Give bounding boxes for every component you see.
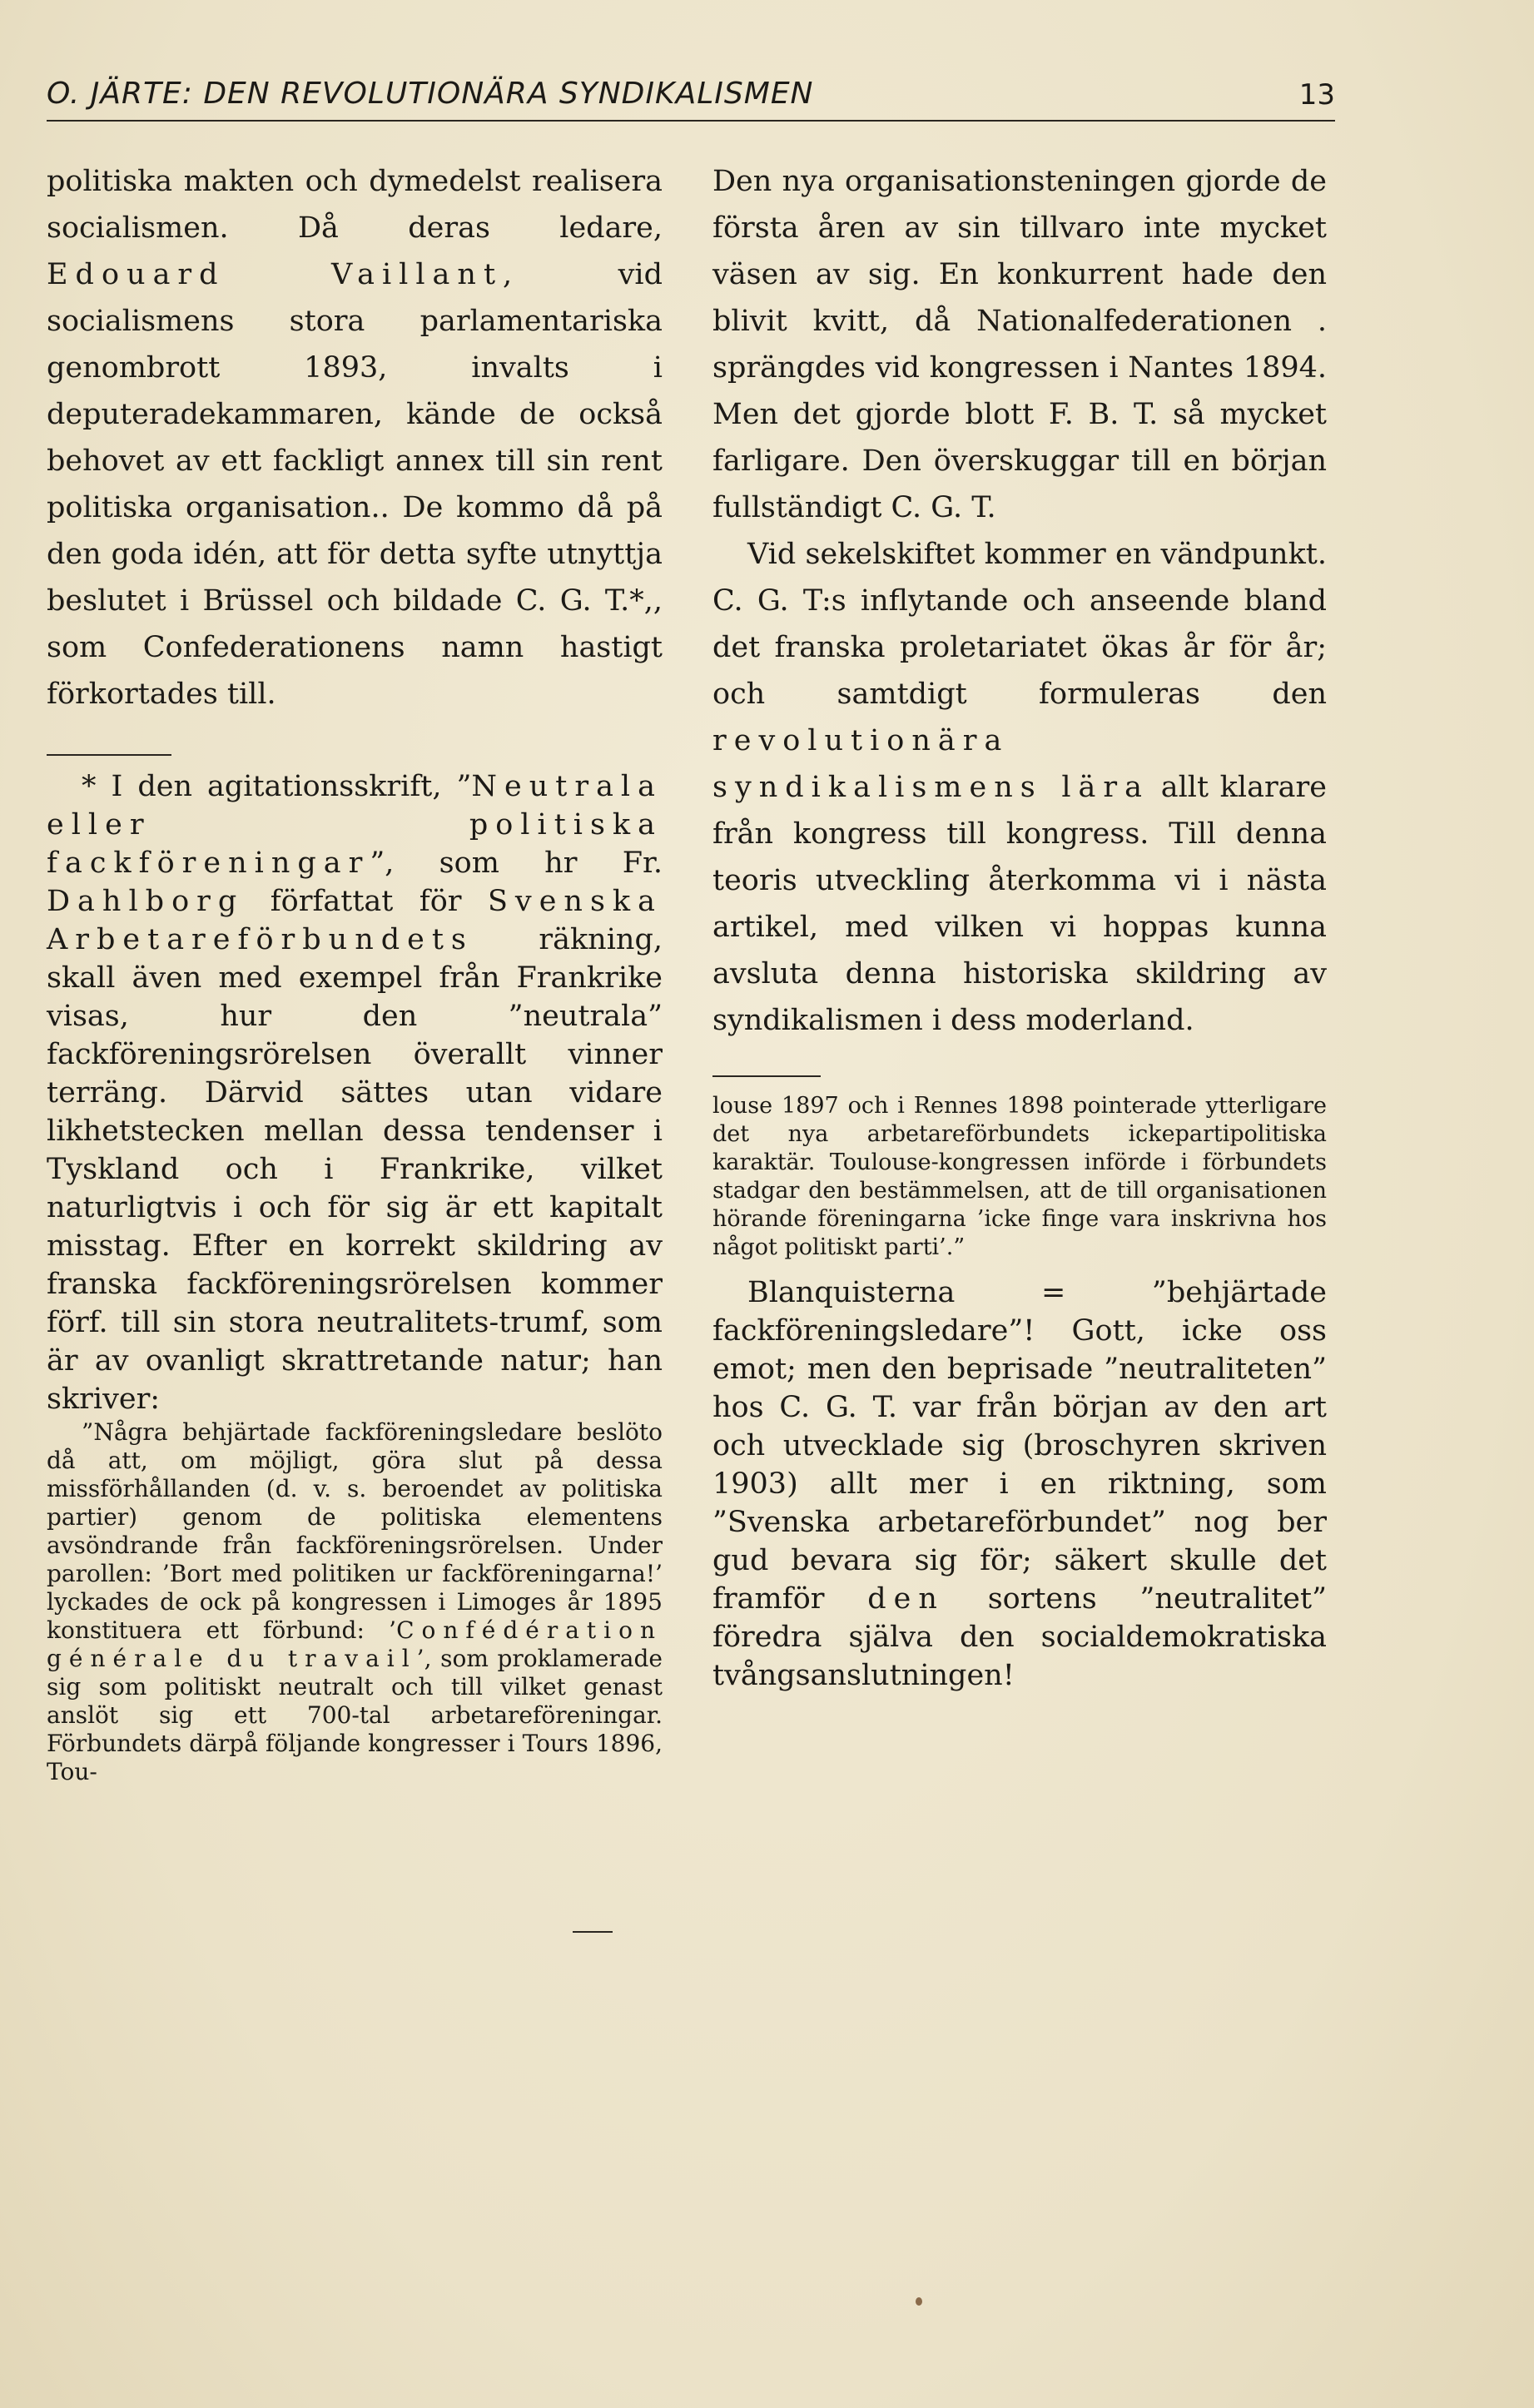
running-header xyxy=(47,77,1335,122)
footnote-text: * I den agitationsskrift, ” xyxy=(82,770,472,803)
footnote-text: Blanquisterna = ”behjärtade fackföreningsledare”! Gott, icke oss emot; men den beprisade ”neutraliteten” hos C. G. T. var från början av den art och utvecklade sig (broschyren skriven 1903) allt mer i en riktning, som ”Svenska arbetareförbundet” nog ber gud bevara sig för; säkert skulle det framför xyxy=(712,1276,1327,1616)
footnote-continuation xyxy=(712,1092,1327,1262)
right-column xyxy=(712,158,1327,1695)
quote-text: ’, som proklamerade sig som politiskt neutralt och till vilket genast anslöt sig ett 700-tal arbetareföreningar. Förbundets därpå följande kongresser i Tours 1896, Tou- xyxy=(47,1645,663,1785)
paper-speck xyxy=(916,2297,922,2306)
emphasized-word: den xyxy=(867,1582,945,1616)
paragraph-text: Den nya organisationsteningen gjorde de första åren av sin tillvaro inte mycket väsen av sig. En konkurrent hade den blivit kvitt, då Nationalfederationen . sprängdes vid kongressen i Nantes 1894. Men det gjorde blott F. B. T. så mycket farligare. Den överskuggar till en början fullständigt C. G. T. xyxy=(712,165,1327,524)
emphasized-name: Edouard Vaillant, xyxy=(47,258,520,291)
footnote-rule xyxy=(47,754,171,756)
section-divider xyxy=(573,1931,613,1933)
paragraph-text: allt klarare från kongress till kongress. Till denna teoris utveckling återkomma vi i nästa artikel, med vilken vi hoppas kunna avsluta denna historiska skildring av syndikalismen i dess moderland. xyxy=(712,771,1327,1037)
paragraph-text: Vid sekelskiftet kommer en vändpunkt. C. G. T:s inflytande och anseende bland det franska proletariatet ökas år för år; och samtdigt formuleras den xyxy=(712,538,1327,711)
footnote-text: sortens ”neutralitet” föredra själva den socialdemokratiska tvångsanslutningen! xyxy=(712,1582,1327,1692)
paragraph-text: politiska makten och dymedelst realisera socialismen. Då deras ledare, xyxy=(47,165,663,245)
emphasized-name: Dahlborg xyxy=(47,885,245,918)
body-paragraph xyxy=(712,158,1327,531)
emphasized-phrase: revolutionära syndikalismens lära xyxy=(712,724,1150,804)
running-title: O. JÄRTE: DEN REVOLUTIONÄRA SYNDIKALISMEN xyxy=(47,77,814,111)
body-paragraph xyxy=(712,1274,1327,1695)
footnote-text: författat för xyxy=(270,885,462,918)
emphasized-name: Svenska Arbetareförbundets xyxy=(47,885,663,956)
footnote-text: ”, som hr Fr. xyxy=(370,847,663,880)
paragraph-text: vid socialismens stora parlamentariska genombrott 1893, invalts i deputeradekammaren, kände de också behovet av ett fackligt annex till sin rent politiska organisation.. De kommo då på den goda idén, att för detta syfte utnyttja beslutet i Brüssel och bildade C. G. T.*,, som Confederationens namn hastigt förkortades till. xyxy=(47,258,663,711)
footnote-text: räkning, skall även med exempel från Frankrike visas, hur den ”neutrala” fackföreningsrörelsen överallt vinner terräng. Därvid sättes utan vidare likhetstecken mellan dessa tendenser i Tyskland och i Frankrike, vilket naturligtvis i och för sig är ett kapitalt misstag. Efter en korrekt skildring av franska fackföreningsrörelsen kommer förf. till sin stora neutralitets-trumf, som är av ovanligt skrattretande natur; han skriver: xyxy=(47,923,663,1416)
left-column xyxy=(47,158,663,1786)
emphasized-title: Neutrala eller politiska fackföreningar xyxy=(47,770,663,880)
quote-text: ”Några behjärtade fackföreningsledare beslöto då att, om möjligt, göra slut på dessa missförhållanden (d. v. s. beroendet av politiska partier) genom de politiska elementens avsöndrande från fackföreningsrörelsen. Under parollen: ’Bort med politiken ur fackföreningarna!’ lyckades de ock på kongressen i Limoges år 1895 konstituera ett förbund: ’ xyxy=(47,1418,663,1644)
page-number: 13 xyxy=(1298,78,1335,112)
footnote-text: louse 1897 och i Rennes 1898 pointerade ytterligare det nya arbetareförbundets ickepartipolitiska karaktär. Toulouse-kongressen införde i förbundets stadgar den bestämmelsen, att de till organisationen hörande föreningarna ’icke finge vara inskrivna hos något politiskt parti’.” xyxy=(712,1093,1327,1260)
body-paragraph xyxy=(712,531,1327,1044)
emphasized-name: Confédération générale du travail xyxy=(47,1616,663,1672)
footnote xyxy=(47,767,663,1418)
footnote-rule xyxy=(712,1075,821,1077)
body-paragraph xyxy=(47,158,663,717)
footnote-quote xyxy=(47,1418,663,1786)
